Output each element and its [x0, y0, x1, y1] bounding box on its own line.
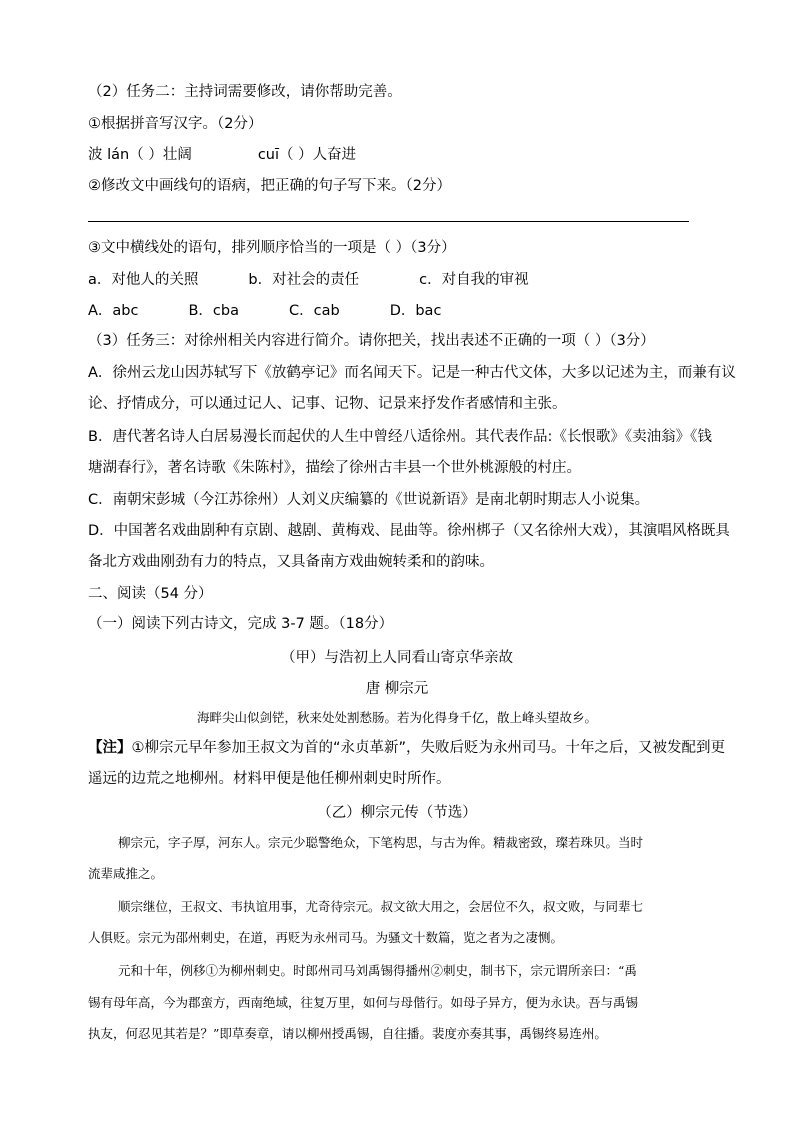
task3-d-line1: D．中国著名戏曲剧种有京剧、越剧、黄梅戏、昆曲等。徐州梆子（又名徐州大戏），其演唱风格既具 [88, 523, 730, 539]
task3-heading: （3）任务三：对徐州相关内容进行简介。请你把关，找出表述不正确的一项（ ）（3分） [88, 333, 655, 349]
section2-heading: 二、阅读（54 分） [88, 586, 213, 602]
task3-a-line1: A．徐州云龙山因苏轼写下《放鹤亭记》而名闻天下。记是一种古代文体，大多以记述为主，而兼有议 [88, 365, 736, 381]
poem-title: （甲）与浩初上人同看山寄京华亲故 [281, 650, 513, 666]
p3-line2: 锡有母年高，今为郡蛮方，西南绝域，往复万里，如何与母偕行。如母子异方，便为永诀。吾与禹锡 [88, 995, 639, 1010]
option-d: D．bac [389, 303, 442, 319]
q3-item-c: c．对自我的审视 [419, 272, 529, 288]
option-a: A．abc [88, 303, 139, 319]
task2-heading: （2）任务二：主持词需要修改，请你帮助完善。 [88, 84, 402, 100]
q1-item-b: cuī（ ）人奋进 [257, 147, 357, 163]
note-line1 [88, 738, 725, 758]
q3-item-a: a．对他人的关照 [88, 272, 199, 288]
q2-title: ②修改文中画线句的语病，把正确的句子写下来。（2分） [88, 178, 451, 194]
option-b: B．cba [188, 303, 239, 319]
task3-b-line1: B．唐代著名诗人白居易漫长而起伏的人生中曾经八适徐州。其代表作品:《长恨歌》《卖油翁》《钱 [88, 429, 712, 445]
task3-d-line2: 备北方戏曲刚劲有力的特点，又具备南方戏曲婉转柔和的韵味。 [88, 554, 494, 570]
option-c: C．cab [289, 303, 340, 319]
section2-sub1: （一）阅读下列古诗文，完成 3-7 题。（18分） [88, 616, 394, 632]
q3-items [88, 270, 529, 290]
q1-title: ①根据拼音写汉字。（2分） [88, 116, 263, 132]
p1-line2: 流辈咸推之。 [88, 866, 164, 881]
q3-item-b: b．对社会的责任 [248, 272, 360, 288]
p2-line1: 顺宗继位，王叔文、韦执谊用事，尤奇待宗元。叔文欲大用之，会居位不久，叔文败，与同辈七 [118, 899, 644, 914]
p1-line1: 柳宗元，字子厚，河东人。宗元少聪警绝众，下笔构思，与古为侔。精裁密致，璨若珠贝。当时 [118, 835, 644, 850]
q3-title: ③文中横线处的语句，排列顺序恰当的一项是（ ）（3分） [88, 240, 456, 256]
q3-options [88, 301, 441, 321]
p3-line3: 执友，何忍见其若是？”即草奏章，请以柳州授禹锡，自往播。裴度亦奏其事，禹锡终易连州。 [88, 1026, 607, 1041]
poem-text: 海畔尖山似剑铓，秋来处处割愁肠。若为化得身千亿，散上峰头望故乡。 [196, 710, 597, 725]
task3-a-line2: 论、抒情成分，可以通过记人、记事、记物、记景来抒发作者感情和主张。 [88, 396, 567, 412]
q1-items [88, 145, 356, 165]
q1-item-a: 波 lán（ ）壮阔 [88, 147, 192, 163]
poem-author: 唐 柳宗元 [365, 681, 429, 697]
prose-title: （乙）柳宗元传（节选） [317, 805, 477, 821]
answer-line [88, 221, 689, 222]
note-text: ①柳宗元早年参加王叔文为首的“永贞革新”，失败后贬为永州司马。十年之后，又被发配到更 [131, 740, 726, 756]
task3-b-line2: 塘湖春行》，著名诗歌《朱陈村》，描绘了徐州古丰县一个世外桃源般的村庄。 [88, 460, 581, 476]
note-label: 【注】 [88, 740, 132, 756]
task3-c-line1: C．南朝宋彭城（今江苏徐州）人刘义庆编纂的《世说新语》是南北朝时期志人小说集。 [88, 492, 650, 508]
p2-line2: 人俱贬。宗元为邵州刺史，在道，再贬为永州司马。为骚文十数篇，览之者为之凄恻。 [88, 930, 564, 945]
note-line2: 遥远的边荒之地柳州。材料甲便是他任柳州刺史时所作。 [88, 771, 451, 787]
p3-line1: 元和十年，例移①为柳州刺史。时郎州司马刘禹锡得播州②刺史，制书下，宗元谓所亲曰：“禹 [118, 963, 637, 978]
